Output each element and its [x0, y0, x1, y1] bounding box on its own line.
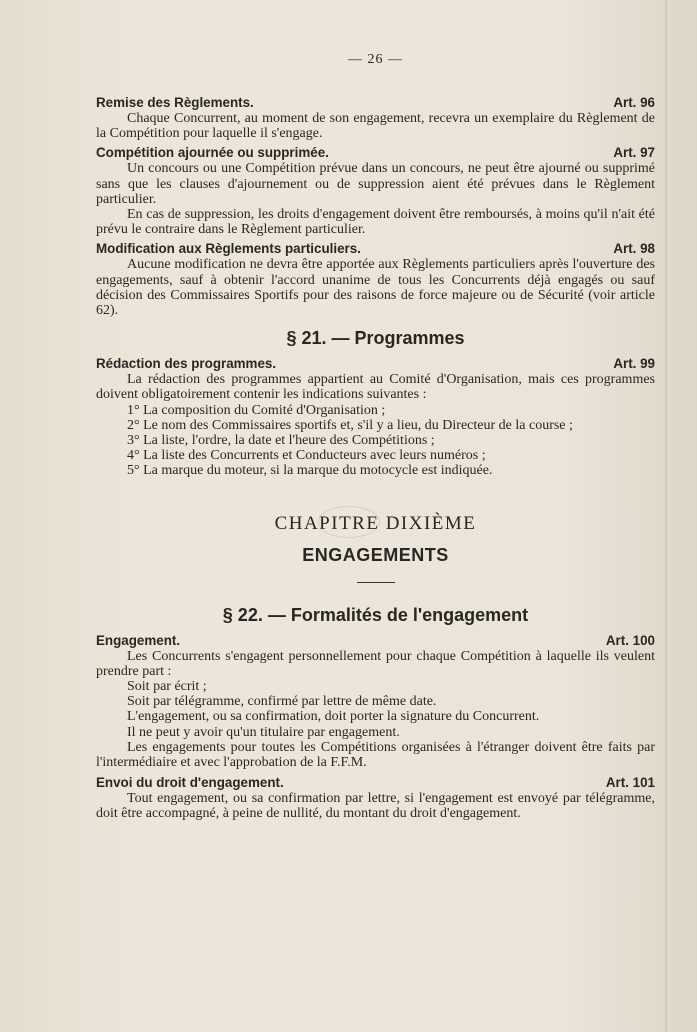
article-number: Art. 100 — [605, 632, 655, 648]
list-item: 5° La marque du moteur, si la marque du motocycle est indiquée. — [127, 463, 493, 479]
paragraph: L'engagement, ou sa confirmation, doit porter la signature du Concurrent. — [127, 709, 540, 725]
list-item: 3° La liste, l'ordre, la date et l'heure des Compétitions ; — [127, 433, 435, 449]
article-heading — [96, 774, 655, 791]
article-heading — [96, 355, 655, 372]
list-item: 4° La liste des Concurrents et Conducteurs avec leurs numéros ; — [127, 448, 486, 464]
article-title: Modification aux Règlements particuliers. — [96, 241, 361, 257]
paragraph: Les engagements pour toutes les Compétitions organisées à l'étranger doivent être faits par l'intermédiaire et avec l'approbation de la F.F.M. — [96, 739, 655, 771]
article-heading — [96, 632, 655, 649]
article-98 — [96, 240, 655, 318]
list-item: 1° La composition du Comité d'Organisation ; — [127, 402, 386, 418]
paragraph: Les Concurrents s'engagent personnellement pour chaque Compétition à laquelle ils veulent prendre part : — [96, 648, 655, 679]
divider — [357, 582, 395, 583]
list-item: 2° Le nom des Commissaires sportifs et, s'il y a lieu, du Directeur de la course ; — [127, 417, 573, 433]
faded-stamp — [318, 506, 380, 538]
article-title: Compétition ajournée ou supprimée. — [96, 145, 329, 161]
article-number: Art. 97 — [613, 145, 655, 161]
article-number: Art. 98 — [613, 241, 655, 257]
article-title: Envoi du droit d'engagement. — [96, 775, 284, 791]
article-101 — [96, 774, 655, 821]
article-100 — [96, 632, 655, 771]
paragraph: Il ne peut y avoir qu'un titulaire par engagement. — [127, 724, 400, 740]
article-heading — [96, 240, 655, 257]
article-96 — [96, 94, 655, 141]
article-number: Art. 96 — [613, 95, 655, 110]
article-title: Remise des Règlements. — [96, 95, 254, 110]
article-99 — [96, 355, 655, 478]
paragraph: Un concours ou une Compétition prévue dans un concours, ne peut être ajourné ou supprimé sans que les clauses d'ajournement ou de suppression aient été prévues dans le Règlement particulier. — [96, 161, 655, 207]
paragraph: Aucune modification ne devra être apportée aux Règlements particuliers après l'ouverture des engagements, sauf à obtenir l'accord unanime de tous les Concurrents déjà engagés ou sauf décision des Commissaires Sportifs pour des raisons de force majeure ou de Sécurité (voir article 62). — [96, 257, 655, 319]
chapter-subtitle: ENGAGEMENTS — [302, 544, 449, 565]
page-number: — 26 — — [348, 52, 403, 67]
paragraph: Soit par télégramme, confirmé par lettre de même date. — [127, 694, 437, 710]
article-heading — [96, 144, 655, 161]
paragraph: La rédaction des programmes appartient au Comité d'Organisation, mais ces programmes doivent obligatoirement contenir les indications suivantes : — [96, 372, 655, 403]
article-number: Art. 99 — [613, 356, 655, 372]
article-title: Engagement. — [96, 632, 181, 648]
paragraph: Soit par écrit ; — [127, 679, 207, 695]
article-title: Rédaction des programmes. — [96, 356, 277, 372]
section-title: § 22. — Formalités de l'engagement — [222, 604, 529, 625]
article-number: Art. 101 — [605, 775, 655, 791]
chapter-title: CHAPITRE DIXIÈME — [274, 512, 477, 534]
paragraph: Chaque Concurrent, au moment de son engagement, recevra un exemplaire du Règlement de la Compétition pour laquelle il s'engage. — [96, 111, 655, 142]
section-title: § 21. — Programmes — [286, 328, 465, 349]
article-97 — [96, 144, 655, 237]
paragraph: En cas de suppression, les droits d'engagement doivent être remboursés, à moins qu'il n'ait été prévu le contraire dans le Règlement particulier. — [96, 207, 655, 238]
article-heading — [96, 94, 655, 111]
paragraph: Tout engagement, ou sa confirmation par lettre, si l'engagement est envoyé par télégramme, doit être accompagné, à peine de nullité, du montant du droit d'engagement. — [96, 791, 655, 822]
